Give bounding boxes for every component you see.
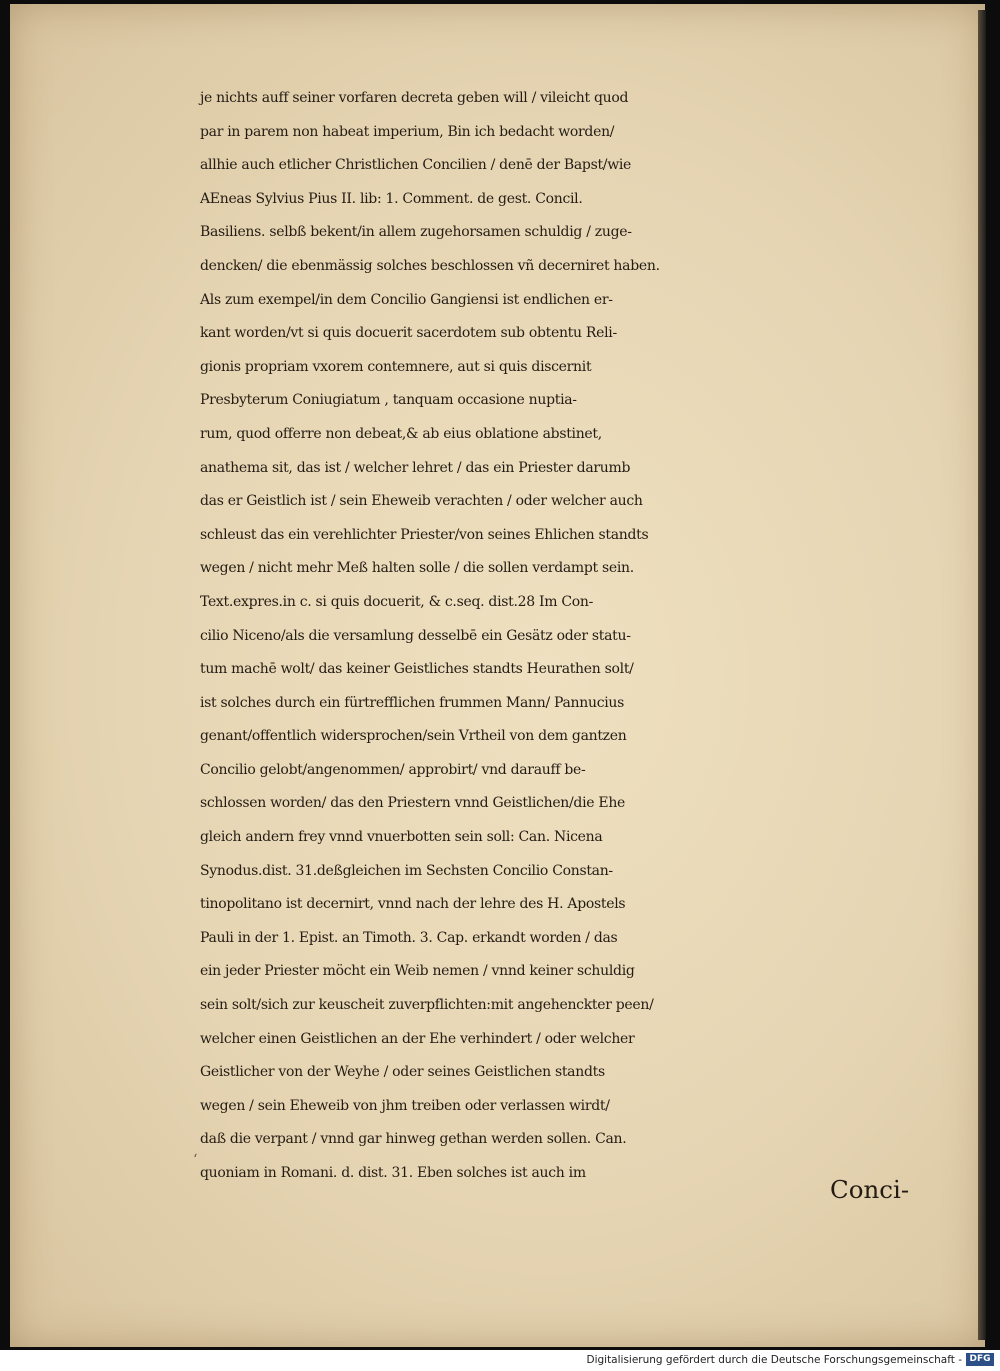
text-line: ist solches durch ein fürtrefflichen frummen Mann/ Pannucius	[200, 694, 625, 711]
text-line: cilio Niceno/als die versamlung desselbē ein Gesätz oder statu-	[200, 627, 631, 644]
margin-mark: ‘	[193, 1152, 198, 1168]
text-line: gleich andern frey vnnd vnuerbotten sein soll: Can. Nicena	[200, 829, 603, 846]
text-line: tinopolitano ist decernirt, vnnd nach der lehre des H. Apostels	[200, 896, 626, 913]
text-line: Basiliens. selbß bekent/in allem zugehorsamen schuldig / zuge-	[200, 224, 632, 241]
text-line: schleust das ein verehlichter Priester/von seines Ehlichen standts	[200, 526, 649, 543]
text-line: Geistlicher von der Weyhe / oder seines Geistlichen standts	[200, 1064, 605, 1081]
text-line: gionis propriam vxorem contemnere, aut si quis discernit	[200, 358, 592, 375]
footer-bar	[0, 1350, 1000, 1371]
text-line: dencken/ die ebenmässig solches beschlossen vñ decerniret haben.	[200, 257, 660, 274]
text-line: par in parem non habeat imperium, Bin ich bedacht worden/	[200, 123, 615, 140]
text-line: Concilio gelobt/angenommen/ approbirt/ vnd darauff be-	[200, 761, 586, 778]
text-line: welcher einen Geistlichen an der Ehe verhindert / oder welcher	[200, 1030, 635, 1047]
text-line: genant/offentlich widersprochen/sein Vrtheil von dem gantzen	[200, 728, 627, 745]
footer-credit: Digitalisierung gefördert durch die Deutsche Forschungsgemeinschaft -	[586, 1354, 962, 1366]
text-line: Presbyterum Coniugiatum , tanquam occasione nuptia-	[200, 392, 577, 409]
text-line: anathema sit, das ist / welcher lehret / das ein Priester darumb	[200, 459, 631, 476]
text-line: Synodus.dist. 31.deßgleichen im Sechsten Concilio Constan-	[200, 862, 613, 879]
text-line: wegen / sein Eheweib von jhm treiben oder verlassen wirdt/	[200, 1097, 610, 1114]
text-line: Pauli in der 1. Epist. an Timoth. 3. Cap. erkandt worden / das	[200, 929, 618, 946]
text-line: sein solt/sich zur keuscheit zuverpflichten:mit angehenckter peen/	[200, 997, 654, 1014]
text-line: ein jeder Priester möcht ein Weib nemen / vnnd keiner schuldig	[200, 963, 635, 980]
text-line: das er Geistlich ist / sein Eheweib verachten / oder welcher auch	[200, 493, 643, 510]
text-line: kant worden/vt si quis docuerit sacerdotem sub obtentu Reli-	[200, 325, 617, 342]
text-line: wegen / nicht mehr Meß halten solle / die sollen verdampt sein.	[200, 560, 634, 577]
text-line: je nichts auff seiner vorfaren decreta geben will / vileicht quod	[200, 90, 629, 106]
text-line: AEneas Sylvius Pius II. lib: 1. Comment. de gest. Concil.	[200, 190, 583, 207]
text-line: allhie auch etlicher Christlichen Concilien / denē der Bapst/wie	[200, 157, 632, 174]
dfg-logo: DFG	[966, 1353, 994, 1366]
text-line: Als zum exempel/in dem Concilio Gangiensi ist endlichen er-	[200, 291, 613, 308]
text-line: rum, quod offerre non debeat,& ab eius oblatione abstinet,	[200, 425, 602, 442]
body-text	[200, 82, 970, 1191]
catchword: Conci-	[830, 1175, 910, 1204]
text-line: schlossen worden/ das den Priestern vnnd Geistlichen/die Ehe	[200, 795, 626, 812]
text-line: tum machē wolt/ das keiner Geistliches standts Heurathen solt/	[200, 661, 634, 678]
text-line: Text.expres.in c. si quis docuerit, & c.seq. dist.28 Im Con-	[200, 593, 594, 610]
text-line: quoniam in Romani. d. dist. 31. Eben solches ist auch im	[200, 1165, 586, 1181]
page-edge-shadow	[978, 10, 986, 1340]
text-line: daß die verpant / vnnd gar hinweg gethan werden sollen. Can.	[200, 1131, 627, 1148]
